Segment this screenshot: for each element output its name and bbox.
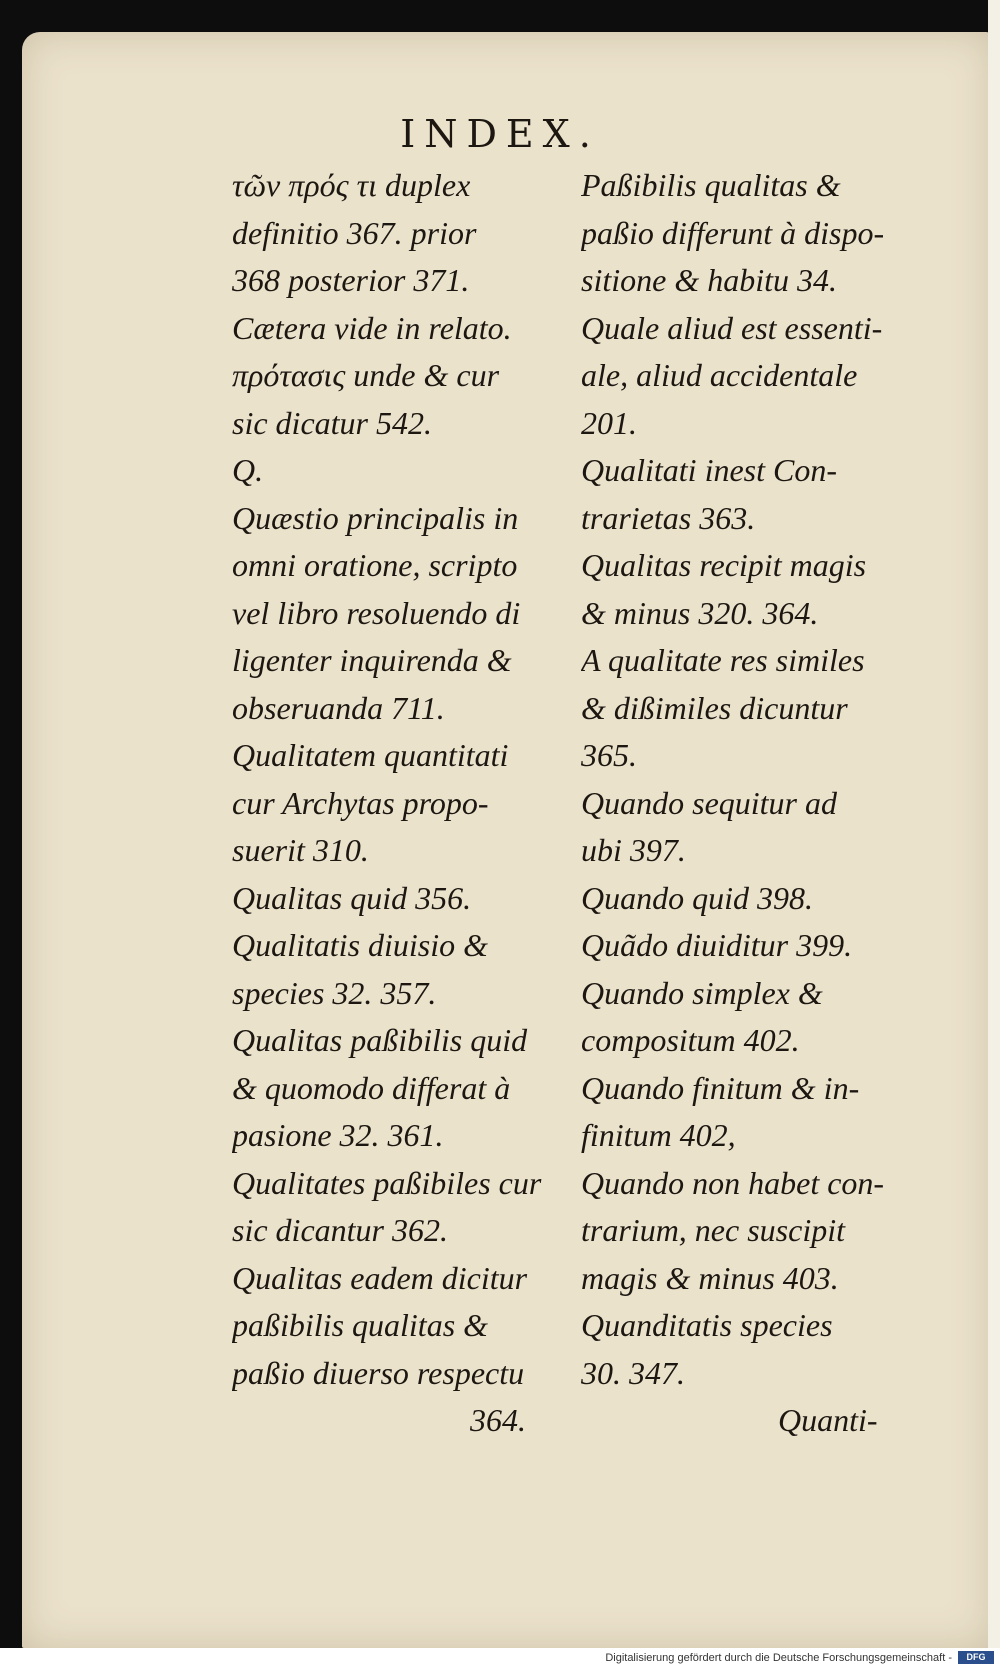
index-entry-line: Qualitates paßibiles cur xyxy=(232,1164,542,1201)
footer-credit: Digitalisierung gefördert durch die Deutsche Forschungsgemeinschaft - xyxy=(605,1652,952,1664)
index-entry-line: omni oratione, scripto xyxy=(232,547,518,583)
index-entry-line: Quando non habet con- xyxy=(581,1164,885,1201)
index-entry-line: ubi 397. xyxy=(581,832,686,868)
left-column-tail: 364. xyxy=(470,1402,526,1438)
index-entry-line: Cætera vide in relato. xyxy=(232,309,512,346)
index-entry-line: Paßibilis qualitas & xyxy=(581,167,841,203)
index-entry-line: 368 posterior 371. xyxy=(232,262,470,298)
index-entry-line: trarietas 363. xyxy=(581,499,756,536)
index-entry-line: 365. xyxy=(581,737,637,773)
index-entry-line: obseruanda 711. xyxy=(232,689,445,726)
scan-right-edge xyxy=(988,0,1000,1666)
index-entry-line: Qualitatis diuisio & xyxy=(232,927,489,963)
index-entry-line: 201. xyxy=(581,404,637,441)
left-column xyxy=(232,162,568,1397)
catchword: Quanti- xyxy=(778,1402,878,1438)
index-entry-line: Qualitati inest Con- xyxy=(581,452,837,488)
index-entry-line: sitione & habitu 34. xyxy=(581,262,837,298)
index-entry-line: Qualitas paßibilis quid xyxy=(232,1022,528,1058)
index-entry-line: Qualitas eadem dicitur xyxy=(232,1259,528,1296)
index-entry-line: Q. xyxy=(232,452,264,488)
index-entry-line: cur Archytas propo- xyxy=(232,784,489,821)
index-entry-line: paßio diuerso respectu xyxy=(232,1354,525,1391)
page-header: INDEX. xyxy=(400,112,600,156)
index-entry-line: Quando quid 398. xyxy=(581,879,813,916)
index-entry-line: τῶν πρός τι duplex xyxy=(232,167,471,203)
index-entry-line: pasione 32. 361. xyxy=(232,1117,444,1153)
index-entry-line: Quãdo diuiditur 399. xyxy=(581,927,853,963)
index-entry-line: πρότασις unde & cur xyxy=(232,357,500,393)
index-entry-line: paßio differunt à dispo- xyxy=(581,214,885,251)
index-entry-line: sic dicantur 362. xyxy=(232,1212,448,1248)
index-entry-line: finitum 402, xyxy=(581,1117,736,1153)
index-entry-line: Qualitas recipit magis xyxy=(581,547,867,583)
index-entry-line: Quanditatis species xyxy=(581,1307,833,1343)
index-entry-line: & dißimiles dicuntur xyxy=(581,689,848,726)
index-entry-line: paßibilis qualitas & xyxy=(232,1307,489,1343)
index-entry-line: ligenter inquirenda & xyxy=(232,642,512,678)
dfg-logo: DFG xyxy=(958,1651,994,1664)
index-entry-line: definitio 367. prior xyxy=(232,214,477,251)
index-entry-line: Quæstio principalis in xyxy=(232,499,519,536)
index-entry-line: & quomodo differat à xyxy=(232,1069,511,1106)
index-entry-line: vel libro resoluendo di xyxy=(232,594,521,631)
index-entry-line: Quando sequitur ad xyxy=(581,784,837,821)
index-entry-line: Qualitatem quantitati xyxy=(232,737,509,773)
index-entry-line: magis & minus 403. xyxy=(581,1259,839,1296)
index-entry-line: ale, aliud accidentale xyxy=(581,357,858,393)
index-entry-line: A qualitate res similes xyxy=(581,642,865,678)
index-entry-line: Quando simplex & xyxy=(581,974,823,1011)
index-entry-line: species 32. 357. xyxy=(232,974,437,1011)
index-entry-line: & minus 320. 364. xyxy=(581,594,819,631)
index-entry-line: Quale aliud est essenti- xyxy=(581,309,883,346)
index-entry-line: Qualitas quid 356. xyxy=(232,879,472,916)
index-entry-line: 30. 347. xyxy=(581,1354,685,1391)
index-entry-line: Quando finitum & in- xyxy=(581,1069,860,1106)
index-entry-line: compositum 402. xyxy=(581,1022,800,1058)
index-entry-line: suerit 310. xyxy=(232,832,369,868)
right-column xyxy=(581,162,917,1397)
index-entry-line: trarium, nec suscipit xyxy=(581,1212,845,1248)
index-entry-line: sic dicatur 542. xyxy=(232,404,432,441)
